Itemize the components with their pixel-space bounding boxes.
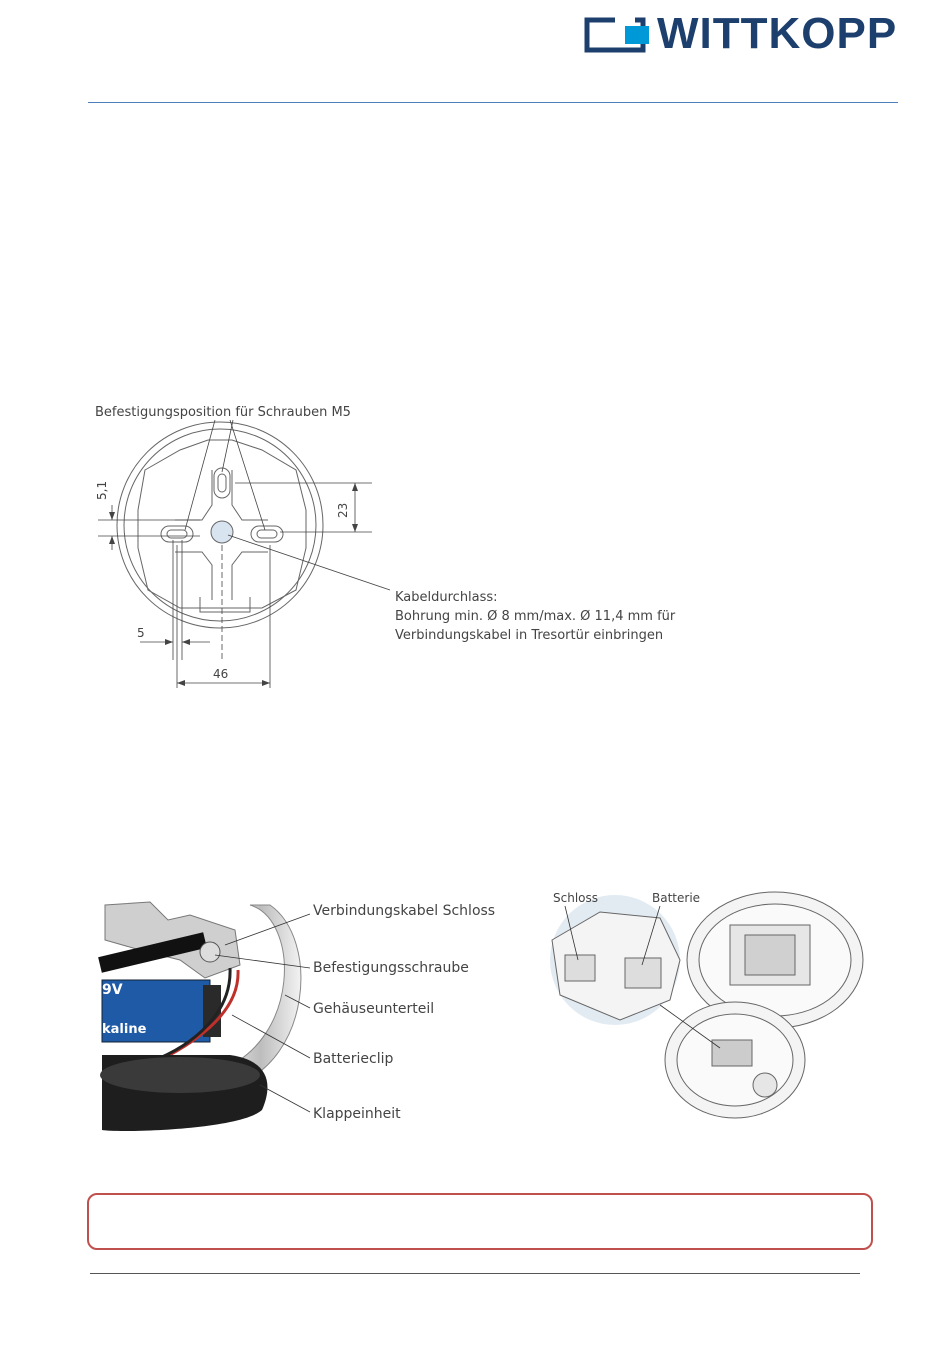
dimension-5-1: 5,1 [95,480,109,500]
battery-part-label: Batterie [652,891,701,905]
callout-connection-cable: Verbindungskabel Schloss [313,903,496,919]
dimension-5: 5 [137,626,145,640]
cable-pass-title: Kabeldurchlass: [395,590,498,605]
callout-flap-unit: Klappeinheit [313,1106,401,1122]
callout-fastening-screw: Befestigungsschraube [313,960,469,976]
dimension-23: 23 [336,502,350,518]
battery-brand-label: kaline [102,1022,147,1037]
screw-position-label: Befestigungsposition für Schrauben M5 [95,405,351,420]
callout-battery-clip: Batterieclip [313,1051,394,1067]
lock-label: Schloss [553,891,598,905]
callout-housing-base: Gehäuseunterteil [313,1001,435,1017]
brand-name: WITTKOPP [657,9,898,58]
cable-pass-spec: Bohrung min. Ø 8 mm/max. Ø 11,4 mm für [395,609,676,624]
dimension-46: 46 [213,667,229,681]
footer-divider [90,1273,860,1274]
note-box [87,1193,873,1250]
cable-pass-instruction: Verbindungskabel in Tresortür einbringen [395,628,664,643]
battery-label: 9V [102,982,123,998]
